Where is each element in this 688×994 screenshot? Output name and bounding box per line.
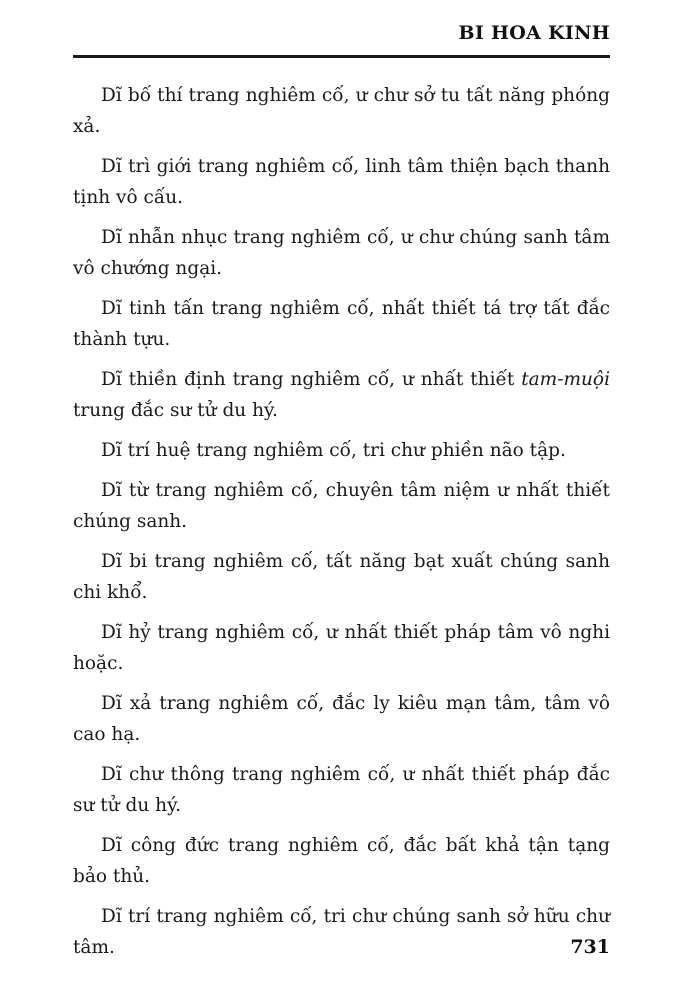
- paragraph: Dĩ bố thí trang nghiêm cố, ư chư sở tu tất năng phóng xả.: [73, 85, 610, 137]
- running-head-title: BI HOA KINH: [458, 22, 610, 44]
- paragraph: Dĩ trí trang nghiêm cố, tri chư chúng sanh sở hữu chư tâm.: [73, 906, 610, 958]
- page-number: 731: [570, 936, 610, 958]
- paragraph: [73, 364, 610, 426]
- paragraph-text: trung đắc sư tử du hý.: [73, 400, 278, 421]
- paragraph: Dĩ công đức trang nghiêm cố, đắc bất khả tận tạng bảo thủ.: [73, 835, 610, 887]
- paragraph: Dĩ tinh tấn trang nghiêm cố, nhất thiết tá trợ tất đắc thành tựu.: [73, 298, 610, 350]
- header-rule: [73, 55, 610, 58]
- paragraph: Dĩ nhẫn nhục trang nghiêm cố, ư chư chúng sanh tâm vô chướng ngại.: [73, 227, 610, 279]
- body-text: [73, 80, 610, 972]
- paragraph: Dĩ trì giới trang nghiêm cố, linh tâm thiện bạch thanh tịnh vô cấu.: [73, 156, 610, 208]
- paragraph: Dĩ từ trang nghiêm cố, chuyên tâm niệm ư nhất thiết chúng sanh.: [73, 480, 610, 532]
- paragraph: Dĩ xả trang nghiêm cố, đắc ly kiêu mạn tâm, tâm vô cao hạ.: [73, 693, 610, 745]
- paragraph: Dĩ hỷ trang nghiêm cố, ư nhất thiết pháp tâm vô nghi hoặc.: [73, 622, 610, 674]
- italic-term: tam-muội: [521, 369, 610, 390]
- paragraph: Dĩ chư thông trang nghiêm cố, ư nhất thiết pháp đắc sư tử du hý.: [73, 764, 610, 816]
- paragraph-text: Dĩ thiền định trang nghiêm cố, ư nhất thiết: [101, 369, 522, 390]
- paragraph: Dĩ bi trang nghiêm cố, tất năng bạt xuất chúng sanh chi khổ.: [73, 551, 610, 603]
- paragraph: Dĩ trí huệ trang nghiêm cố, tri chư phiền não tập.: [101, 440, 566, 461]
